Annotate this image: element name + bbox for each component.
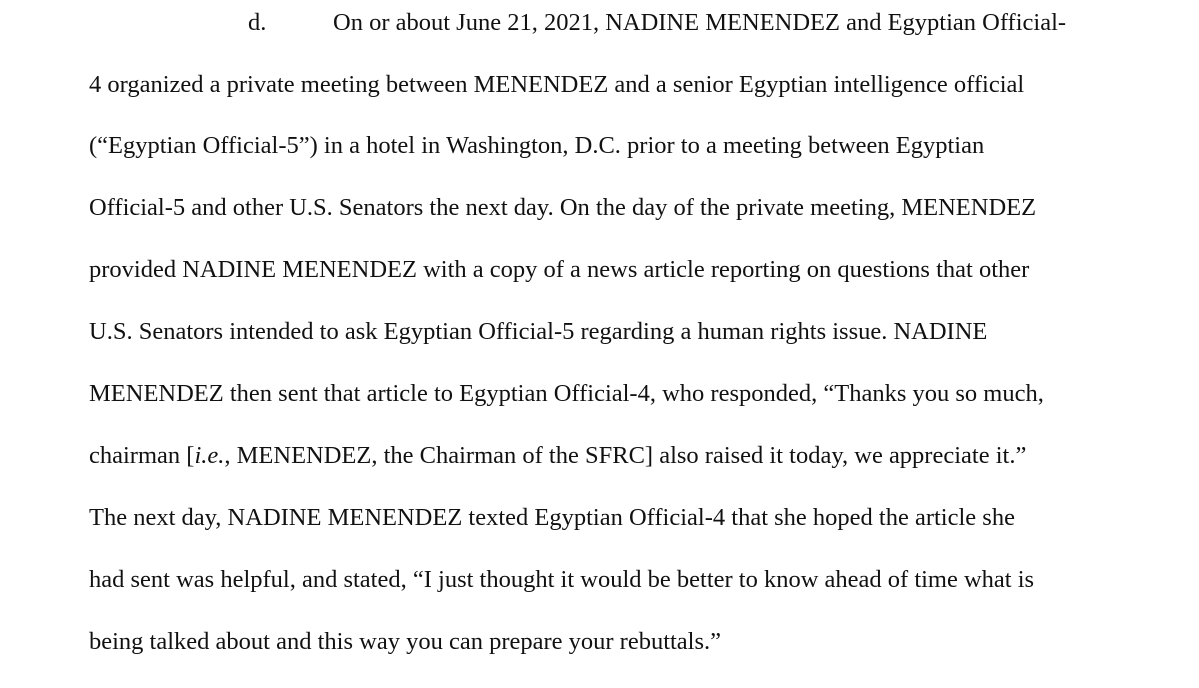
line-text-after: , MENENDEZ, the Chairman of the SFRC] also raised it today, we appreciate it.” xyxy=(224,442,1027,469)
italic-abbreviation: i.e. xyxy=(194,442,225,469)
paragraph-line: provided NADINE MENENDEZ with a copy of a news article reporting on questions that other xyxy=(89,256,1030,283)
paragraph-line: On or about June 21, 2021, NADINE MENENDEZ and Egyptian Official- xyxy=(333,9,1067,36)
paragraph-line: being talked about and this way you can prepare your rebuttals.” xyxy=(89,628,722,655)
paragraph-line xyxy=(89,441,1026,471)
line-text-before: chairman [ xyxy=(89,442,195,469)
paragraph-marker: d. xyxy=(248,9,267,36)
paragraph-line: U.S. Senators intended to ask Egyptian Official-5 regarding a human rights issue. NADINE xyxy=(89,318,988,345)
paragraph-line: 4 organized a private meeting between MENENDEZ and a senior Egyptian intelligence official xyxy=(89,71,1025,98)
paragraph-line: MENENDEZ then sent that article to Egyptian Official-4, who responded, “Thanks you so much, xyxy=(89,380,1044,407)
paragraph-line: Official-5 and other U.S. Senators the next day. On the day of the private meeting, MENENDEZ xyxy=(89,194,1037,221)
paragraph-line: The next day, NADINE MENENDEZ texted Egyptian Official-4 that she hoped the article she xyxy=(89,504,1015,531)
paragraph-line: had sent was helpful, and stated, “I just thought it would be better to know ahead of time what is xyxy=(89,566,1035,593)
paragraph-line: (“Egyptian Official-5”) in a hotel in Washington, D.C. prior to a meeting between Egyptian xyxy=(89,132,985,159)
